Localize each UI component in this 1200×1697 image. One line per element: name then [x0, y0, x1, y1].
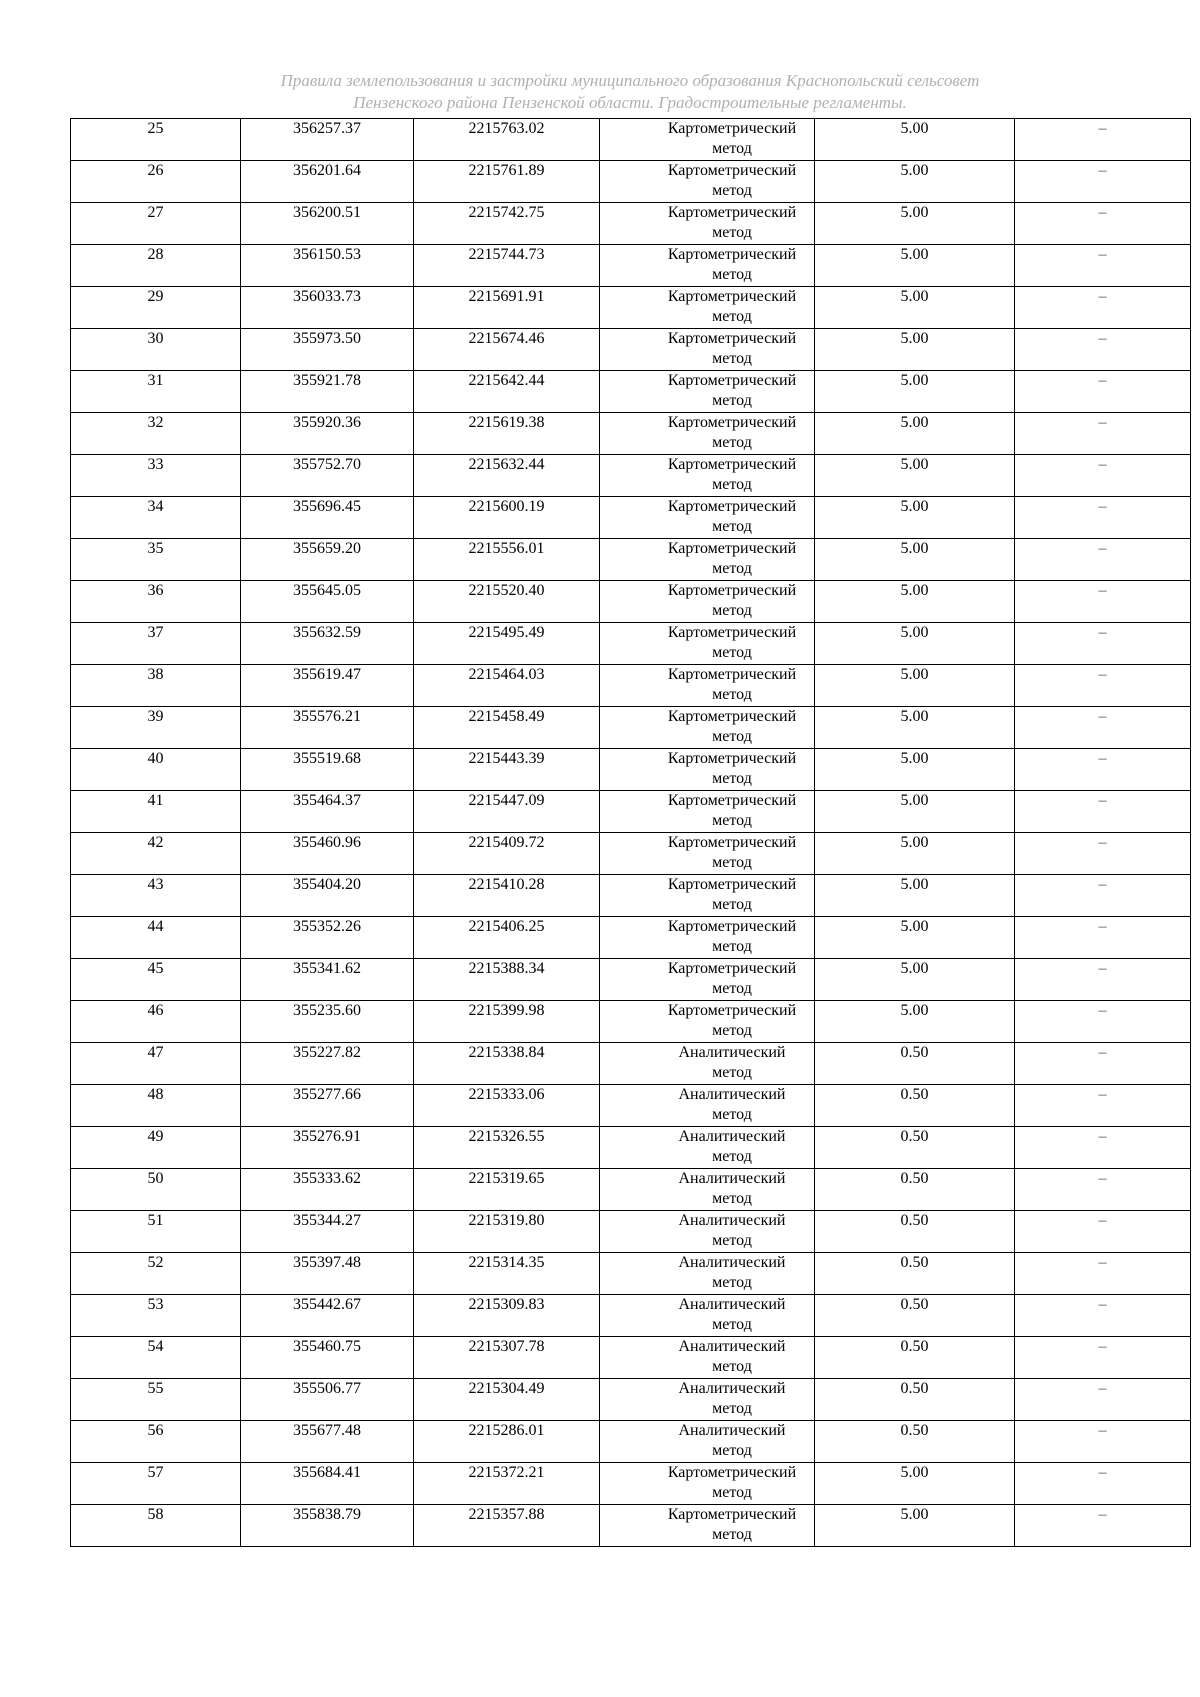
- y-coordinate-cell: 2215388.34: [414, 959, 600, 1001]
- method-cell: Картометрический метод: [600, 875, 815, 917]
- note-cell: –: [1015, 329, 1191, 371]
- note-cell: –: [1015, 791, 1191, 833]
- accuracy-cell: 0.50: [815, 1337, 1015, 1379]
- method-cell: Картометрический метод: [600, 791, 815, 833]
- method-cell: Аналитический метод: [600, 1421, 815, 1463]
- accuracy-cell: 5.00: [815, 623, 1015, 665]
- y-coordinate-cell: 2215338.84: [414, 1043, 600, 1085]
- method-cell: Картометрический метод: [600, 329, 815, 371]
- accuracy-cell: 5.00: [815, 413, 1015, 455]
- point-number-cell: 37: [71, 623, 241, 665]
- table-row: [71, 1421, 1191, 1463]
- table-row: [71, 623, 1191, 665]
- table-row: [71, 1505, 1191, 1547]
- method-cell: Аналитический метод: [600, 1085, 815, 1127]
- accuracy-cell: 0.50: [815, 1379, 1015, 1421]
- note-cell: –: [1015, 203, 1191, 245]
- x-coordinate-cell: 355576.21: [241, 707, 414, 749]
- y-coordinate-cell: 2215691.91: [414, 287, 600, 329]
- note-cell: –: [1015, 371, 1191, 413]
- x-coordinate-cell: 355921.78: [241, 371, 414, 413]
- method-cell: Аналитический метод: [600, 1337, 815, 1379]
- table-row: [71, 1211, 1191, 1253]
- document-header: [70, 70, 1190, 114]
- y-coordinate-cell: 2215443.39: [414, 749, 600, 791]
- x-coordinate-cell: 355352.26: [241, 917, 414, 959]
- method-cell: Картометрический метод: [600, 497, 815, 539]
- x-coordinate-cell: 355632.59: [241, 623, 414, 665]
- note-cell: –: [1015, 1463, 1191, 1505]
- x-coordinate-cell: 356033.73: [241, 287, 414, 329]
- table-row: [71, 875, 1191, 917]
- y-coordinate-cell: 2215319.65: [414, 1169, 600, 1211]
- accuracy-cell: 5.00: [815, 917, 1015, 959]
- note-cell: –: [1015, 833, 1191, 875]
- note-cell: –: [1015, 707, 1191, 749]
- point-number-cell: 26: [71, 161, 241, 203]
- point-number-cell: 49: [71, 1127, 241, 1169]
- x-coordinate-cell: 355442.67: [241, 1295, 414, 1337]
- x-coordinate-cell: 355333.62: [241, 1169, 414, 1211]
- table-row: [71, 1379, 1191, 1421]
- table-row: [71, 161, 1191, 203]
- y-coordinate-cell: 2215399.98: [414, 1001, 600, 1043]
- x-coordinate-cell: 355684.41: [241, 1463, 414, 1505]
- point-number-cell: 42: [71, 833, 241, 875]
- x-coordinate-cell: 355645.05: [241, 581, 414, 623]
- point-number-cell: 25: [71, 119, 241, 161]
- accuracy-cell: 0.50: [815, 1085, 1015, 1127]
- x-coordinate-cell: 356201.64: [241, 161, 414, 203]
- accuracy-cell: 5.00: [815, 1001, 1015, 1043]
- x-coordinate-cell: 355460.75: [241, 1337, 414, 1379]
- accuracy-cell: 5.00: [815, 707, 1015, 749]
- note-cell: –: [1015, 1211, 1191, 1253]
- method-cell: Аналитический метод: [600, 1295, 815, 1337]
- point-number-cell: 28: [71, 245, 241, 287]
- method-cell: Картометрический метод: [600, 413, 815, 455]
- point-number-cell: 41: [71, 791, 241, 833]
- y-coordinate-cell: 2215556.01: [414, 539, 600, 581]
- table-row: [71, 1337, 1191, 1379]
- point-number-cell: 43: [71, 875, 241, 917]
- table-row: [71, 119, 1191, 161]
- method-cell: Картометрический метод: [600, 455, 815, 497]
- y-coordinate-cell: 2215600.19: [414, 497, 600, 539]
- point-number-cell: 58: [71, 1505, 241, 1547]
- y-coordinate-cell: 2215372.21: [414, 1463, 600, 1505]
- accuracy-cell: 5.00: [815, 497, 1015, 539]
- y-coordinate-cell: 2215761.89: [414, 161, 600, 203]
- accuracy-cell: 5.00: [815, 161, 1015, 203]
- table-row: [71, 665, 1191, 707]
- note-cell: –: [1015, 119, 1191, 161]
- x-coordinate-cell: 355659.20: [241, 539, 414, 581]
- table-row: [71, 455, 1191, 497]
- table-row: [71, 917, 1191, 959]
- point-number-cell: 31: [71, 371, 241, 413]
- point-number-cell: 29: [71, 287, 241, 329]
- table-row: [71, 1253, 1191, 1295]
- x-coordinate-cell: 355677.48: [241, 1421, 414, 1463]
- note-cell: –: [1015, 749, 1191, 791]
- x-coordinate-cell: 356200.51: [241, 203, 414, 245]
- y-coordinate-cell: 2215410.28: [414, 875, 600, 917]
- note-cell: –: [1015, 665, 1191, 707]
- accuracy-cell: 5.00: [815, 245, 1015, 287]
- point-number-cell: 30: [71, 329, 241, 371]
- x-coordinate-cell: 355404.20: [241, 875, 414, 917]
- header-line-2: Пензенского района Пензенской области. Градостроительные регламенты.: [353, 93, 907, 112]
- y-coordinate-cell: 2215406.25: [414, 917, 600, 959]
- x-coordinate-cell: 356150.53: [241, 245, 414, 287]
- method-cell: Картометрический метод: [600, 707, 815, 749]
- point-number-cell: 34: [71, 497, 241, 539]
- y-coordinate-cell: 2215307.78: [414, 1337, 600, 1379]
- accuracy-cell: 5.00: [815, 833, 1015, 875]
- point-number-cell: 40: [71, 749, 241, 791]
- point-number-cell: 38: [71, 665, 241, 707]
- point-number-cell: 36: [71, 581, 241, 623]
- point-number-cell: 53: [71, 1295, 241, 1337]
- table-row: [71, 707, 1191, 749]
- x-coordinate-cell: 355235.60: [241, 1001, 414, 1043]
- method-cell: Картометрический метод: [600, 119, 815, 161]
- point-number-cell: 39: [71, 707, 241, 749]
- note-cell: –: [1015, 1295, 1191, 1337]
- accuracy-cell: 5.00: [815, 959, 1015, 1001]
- accuracy-cell: 5.00: [815, 581, 1015, 623]
- accuracy-cell: 5.00: [815, 539, 1015, 581]
- note-cell: –: [1015, 1085, 1191, 1127]
- method-cell: Картометрический метод: [600, 161, 815, 203]
- x-coordinate-cell: 355276.91: [241, 1127, 414, 1169]
- accuracy-cell: 5.00: [815, 875, 1015, 917]
- x-coordinate-cell: 355506.77: [241, 1379, 414, 1421]
- table-row: [71, 287, 1191, 329]
- accuracy-cell: 5.00: [815, 455, 1015, 497]
- y-coordinate-cell: 2215520.40: [414, 581, 600, 623]
- method-cell: Картометрический метод: [600, 245, 815, 287]
- point-number-cell: 47: [71, 1043, 241, 1085]
- table-row: [71, 959, 1191, 1001]
- table-row: [71, 833, 1191, 875]
- note-cell: –: [1015, 1253, 1191, 1295]
- note-cell: –: [1015, 245, 1191, 287]
- accuracy-cell: 0.50: [815, 1253, 1015, 1295]
- x-coordinate-cell: 355838.79: [241, 1505, 414, 1547]
- y-coordinate-cell: 2215319.80: [414, 1211, 600, 1253]
- accuracy-cell: 0.50: [815, 1127, 1015, 1169]
- point-number-cell: 57: [71, 1463, 241, 1505]
- accuracy-cell: 5.00: [815, 287, 1015, 329]
- note-cell: –: [1015, 1421, 1191, 1463]
- method-cell: Аналитический метод: [600, 1169, 815, 1211]
- accuracy-cell: 0.50: [815, 1169, 1015, 1211]
- x-coordinate-cell: 355397.48: [241, 1253, 414, 1295]
- note-cell: –: [1015, 875, 1191, 917]
- accuracy-cell: 0.50: [815, 1421, 1015, 1463]
- note-cell: –: [1015, 1043, 1191, 1085]
- accuracy-cell: 5.00: [815, 119, 1015, 161]
- method-cell: Картометрический метод: [600, 371, 815, 413]
- y-coordinate-cell: 2215619.38: [414, 413, 600, 455]
- point-number-cell: 54: [71, 1337, 241, 1379]
- point-number-cell: 55: [71, 1379, 241, 1421]
- coordinates-table-body: [71, 119, 1191, 1547]
- y-coordinate-cell: 2215309.83: [414, 1295, 600, 1337]
- point-number-cell: 52: [71, 1253, 241, 1295]
- table-row: [71, 581, 1191, 623]
- accuracy-cell: 0.50: [815, 1211, 1015, 1253]
- y-coordinate-cell: 2215304.49: [414, 1379, 600, 1421]
- x-coordinate-cell: 355619.47: [241, 665, 414, 707]
- method-cell: Картометрический метод: [600, 623, 815, 665]
- method-cell: Картометрический метод: [600, 1001, 815, 1043]
- table-row: [71, 1295, 1191, 1337]
- point-number-cell: 27: [71, 203, 241, 245]
- y-coordinate-cell: 2215314.35: [414, 1253, 600, 1295]
- accuracy-cell: 5.00: [815, 791, 1015, 833]
- method-cell: Картометрический метод: [600, 581, 815, 623]
- header-line-1: Правила землепользования и застройки муниципального образования Краснопольский сельсовет: [280, 71, 980, 90]
- table-row: [71, 497, 1191, 539]
- table-row: [71, 413, 1191, 455]
- method-cell: Картометрический метод: [600, 917, 815, 959]
- note-cell: –: [1015, 1001, 1191, 1043]
- coordinates-table: [70, 118, 1191, 1547]
- x-coordinate-cell: 355696.45: [241, 497, 414, 539]
- accuracy-cell: 0.50: [815, 1043, 1015, 1085]
- accuracy-cell: 5.00: [815, 749, 1015, 791]
- accuracy-cell: 5.00: [815, 1463, 1015, 1505]
- note-cell: –: [1015, 1379, 1191, 1421]
- note-cell: –: [1015, 539, 1191, 581]
- note-cell: –: [1015, 161, 1191, 203]
- note-cell: –: [1015, 1505, 1191, 1547]
- table-row: [71, 1085, 1191, 1127]
- note-cell: –: [1015, 413, 1191, 455]
- point-number-cell: 56: [71, 1421, 241, 1463]
- method-cell: Аналитический метод: [600, 1253, 815, 1295]
- point-number-cell: 48: [71, 1085, 241, 1127]
- y-coordinate-cell: 2215447.09: [414, 791, 600, 833]
- table-row: [71, 203, 1191, 245]
- point-number-cell: 44: [71, 917, 241, 959]
- note-cell: –: [1015, 287, 1191, 329]
- method-cell: Картометрический метод: [600, 833, 815, 875]
- table-row: [71, 371, 1191, 413]
- point-number-cell: 50: [71, 1169, 241, 1211]
- table-row: [71, 749, 1191, 791]
- method-cell: Аналитический метод: [600, 1211, 815, 1253]
- x-coordinate-cell: 355464.37: [241, 791, 414, 833]
- x-coordinate-cell: 355973.50: [241, 329, 414, 371]
- y-coordinate-cell: 2215632.44: [414, 455, 600, 497]
- accuracy-cell: 0.50: [815, 1295, 1015, 1337]
- table-row: [71, 1127, 1191, 1169]
- point-number-cell: 46: [71, 1001, 241, 1043]
- table-row: [71, 1043, 1191, 1085]
- method-cell: Картометрический метод: [600, 959, 815, 1001]
- x-coordinate-cell: 355752.70: [241, 455, 414, 497]
- method-cell: Картометрический метод: [600, 1505, 815, 1547]
- x-coordinate-cell: 355344.27: [241, 1211, 414, 1253]
- y-coordinate-cell: 2215357.88: [414, 1505, 600, 1547]
- accuracy-cell: 5.00: [815, 1505, 1015, 1547]
- note-cell: –: [1015, 917, 1191, 959]
- y-coordinate-cell: 2215495.49: [414, 623, 600, 665]
- note-cell: –: [1015, 455, 1191, 497]
- method-cell: Аналитический метод: [600, 1043, 815, 1085]
- table-row: [71, 1169, 1191, 1211]
- note-cell: –: [1015, 623, 1191, 665]
- y-coordinate-cell: 2215674.46: [414, 329, 600, 371]
- y-coordinate-cell: 2215286.01: [414, 1421, 600, 1463]
- method-cell: Картометрический метод: [600, 749, 815, 791]
- method-cell: Картометрический метод: [600, 203, 815, 245]
- y-coordinate-cell: 2215333.06: [414, 1085, 600, 1127]
- method-cell: Картометрический метод: [600, 287, 815, 329]
- y-coordinate-cell: 2215642.44: [414, 371, 600, 413]
- method-cell: Картометрический метод: [600, 1463, 815, 1505]
- accuracy-cell: 5.00: [815, 371, 1015, 413]
- method-cell: Аналитический метод: [600, 1127, 815, 1169]
- table-row: [71, 329, 1191, 371]
- x-coordinate-cell: 355227.82: [241, 1043, 414, 1085]
- method-cell: Картометрический метод: [600, 665, 815, 707]
- y-coordinate-cell: 2215464.03: [414, 665, 600, 707]
- table-row: [71, 1463, 1191, 1505]
- point-number-cell: 45: [71, 959, 241, 1001]
- accuracy-cell: 5.00: [815, 203, 1015, 245]
- note-cell: –: [1015, 1127, 1191, 1169]
- x-coordinate-cell: 355920.36: [241, 413, 414, 455]
- note-cell: –: [1015, 959, 1191, 1001]
- note-cell: –: [1015, 497, 1191, 539]
- y-coordinate-cell: 2215742.75: [414, 203, 600, 245]
- point-number-cell: 51: [71, 1211, 241, 1253]
- point-number-cell: 32: [71, 413, 241, 455]
- point-number-cell: 33: [71, 455, 241, 497]
- table-row: [71, 245, 1191, 287]
- x-coordinate-cell: 355519.68: [241, 749, 414, 791]
- note-cell: –: [1015, 1169, 1191, 1211]
- note-cell: –: [1015, 581, 1191, 623]
- y-coordinate-cell: 2215326.55: [414, 1127, 600, 1169]
- y-coordinate-cell: 2215744.73: [414, 245, 600, 287]
- table-row: [71, 539, 1191, 581]
- x-coordinate-cell: 355341.62: [241, 959, 414, 1001]
- table-row: [71, 1001, 1191, 1043]
- y-coordinate-cell: 2215458.49: [414, 707, 600, 749]
- note-cell: –: [1015, 1337, 1191, 1379]
- accuracy-cell: 5.00: [815, 329, 1015, 371]
- x-coordinate-cell: 356257.37: [241, 119, 414, 161]
- point-number-cell: 35: [71, 539, 241, 581]
- accuracy-cell: 5.00: [815, 665, 1015, 707]
- x-coordinate-cell: 355277.66: [241, 1085, 414, 1127]
- method-cell: Аналитический метод: [600, 1379, 815, 1421]
- method-cell: Картометрический метод: [600, 539, 815, 581]
- x-coordinate-cell: 355460.96: [241, 833, 414, 875]
- table-row: [71, 791, 1191, 833]
- y-coordinate-cell: 2215409.72: [414, 833, 600, 875]
- y-coordinate-cell: 2215763.02: [414, 119, 600, 161]
